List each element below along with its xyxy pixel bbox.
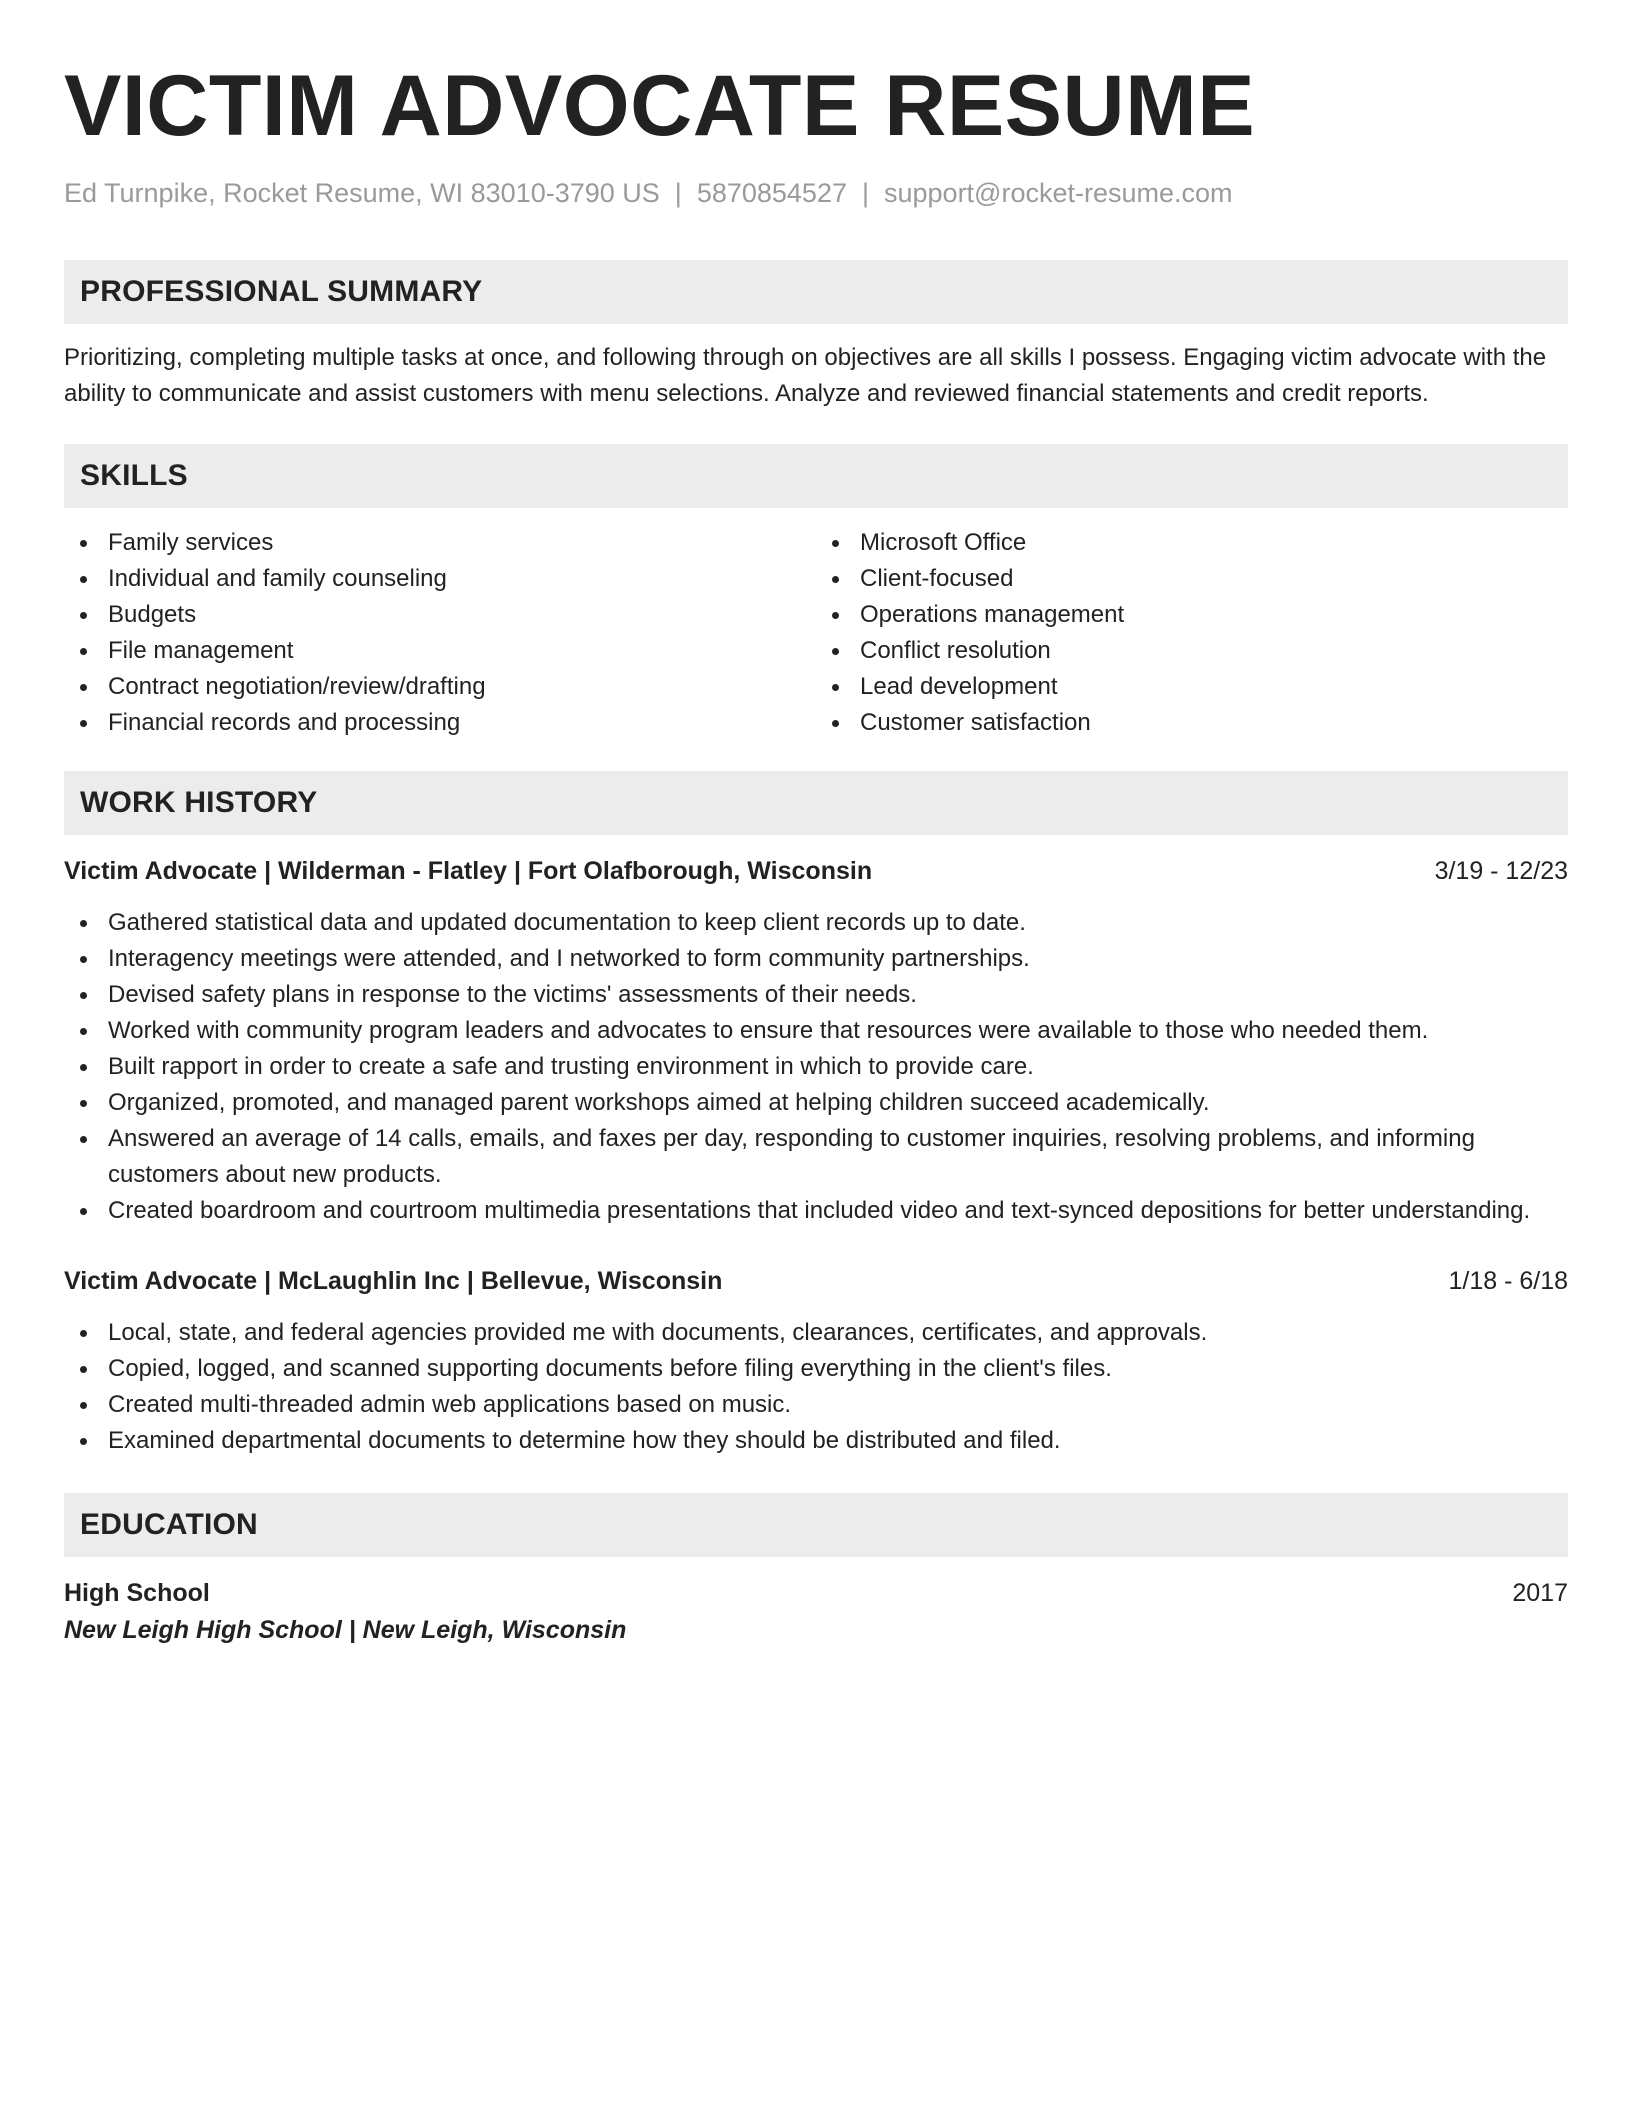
skill-item: Lead development	[816, 669, 1568, 705]
education-header-row	[64, 1575, 1568, 1611]
education-year: 2017	[1512, 1579, 1568, 1607]
job-bullet: Devised safety plans in response to the victims' assessments of their needs.	[64, 977, 1568, 1013]
contact-email: support@rocket-resume.com	[884, 178, 1233, 208]
job-bullet: Examined departmental documents to determine how they should be distributed and filed.	[64, 1423, 1568, 1459]
job-dates: 3/19 - 12/23	[1434, 857, 1568, 885]
education-school: New Leigh High School | New Leigh, Wisconsin	[64, 1616, 627, 1644]
job-bullet: Organized, promoted, and managed parent workshops aimed at helping children succeed academically.	[64, 1085, 1568, 1121]
skill-item: Budgets	[64, 597, 816, 633]
job-entry	[64, 1263, 1568, 1459]
contact-line	[64, 176, 1568, 210]
skills-heading: SKILLS	[80, 459, 188, 492]
contact-phone: 5870854527	[696, 178, 847, 208]
job-bullet: Created multi-threaded admin web applications based on music.	[64, 1387, 1568, 1423]
job-entry	[64, 853, 1568, 1229]
summary-text: Prioritizing, completing multiple tasks at once, and following through on objectives are all skills I possess. Engaging victim advocate with the ability to communicate and assist customers with menu selections. Analyze and reviewed financial statements and credit reports.	[64, 344, 1547, 407]
job-bullet: Gathered statistical data and updated documentation to keep client records up to date.	[64, 905, 1568, 941]
skills-column-left	[64, 525, 816, 741]
summary-heading: PROFESSIONAL SUMMARY	[80, 275, 483, 308]
job-dates: 1/18 - 6/18	[1448, 1267, 1568, 1295]
job-bullet: Built rapport in order to create a safe and trusting environment in which to provide care.	[64, 1049, 1568, 1085]
job-bullets	[64, 905, 1568, 1229]
job-bullet: Worked with community program leaders and advocates to ensure that resources were available to those who needed them.	[64, 1013, 1568, 1049]
skill-item: Microsoft Office	[816, 525, 1568, 561]
skills-column-right	[816, 525, 1568, 741]
job-title: Victim Advocate | McLaughlin Inc | Bellevue, Wisconsin	[64, 1267, 723, 1295]
skill-item: Financial records and processing	[64, 705, 816, 741]
education-degree: High School	[64, 1579, 210, 1607]
job-title: Victim Advocate | Wilderman - Flatley | Fort Olafborough, Wisconsin	[64, 857, 873, 885]
summary-section-header	[64, 260, 1568, 324]
skills-section-header	[64, 444, 1568, 508]
skill-item: Client-focused	[816, 561, 1568, 597]
skill-item: Individual and family counseling	[64, 561, 816, 597]
job-bullet: Answered an average of 14 calls, emails, and faxes per day, responding to customer inquiries, resolving problems, and informing customers about new products.	[64, 1121, 1568, 1193]
education-heading: EDUCATION	[80, 1508, 258, 1541]
job-bullet: Local, state, and federal agencies provided me with documents, clearances, certificates, and approvals.	[64, 1315, 1568, 1351]
work-heading: WORK HISTORY	[80, 786, 318, 819]
resume-title: VICTIM ADVOCATE RESUME	[64, 58, 1256, 154]
job-header-row	[64, 853, 1568, 889]
skill-item: Conflict resolution	[816, 633, 1568, 669]
job-header-row	[64, 1263, 1568, 1299]
education-entry	[64, 1575, 1568, 1649]
skill-item: Operations management	[816, 597, 1568, 633]
job-bullet: Interagency meetings were attended, and I networked to form community partnerships.	[64, 941, 1568, 977]
skill-item: File management	[64, 633, 816, 669]
contact-separator: |	[861, 178, 869, 208]
contact-separator: |	[674, 178, 682, 208]
contact-address: Ed Turnpike, Rocket Resume, WI 83010-3790 US	[64, 178, 660, 208]
job-bullet: Created boardroom and courtroom multimedia presentations that included video and text-synced depositions for better understanding.	[64, 1193, 1568, 1229]
skill-item: Contract negotiation/review/drafting	[64, 669, 816, 705]
education-section-header	[64, 1493, 1568, 1557]
skill-item: Family services	[64, 525, 816, 561]
skill-item: Customer satisfaction	[816, 705, 1568, 741]
skills-grid	[64, 525, 1568, 741]
job-bullet: Copied, logged, and scanned supporting documents before filing everything in the client's files.	[64, 1351, 1568, 1387]
work-section-header	[64, 771, 1568, 835]
job-bullets	[64, 1315, 1568, 1459]
